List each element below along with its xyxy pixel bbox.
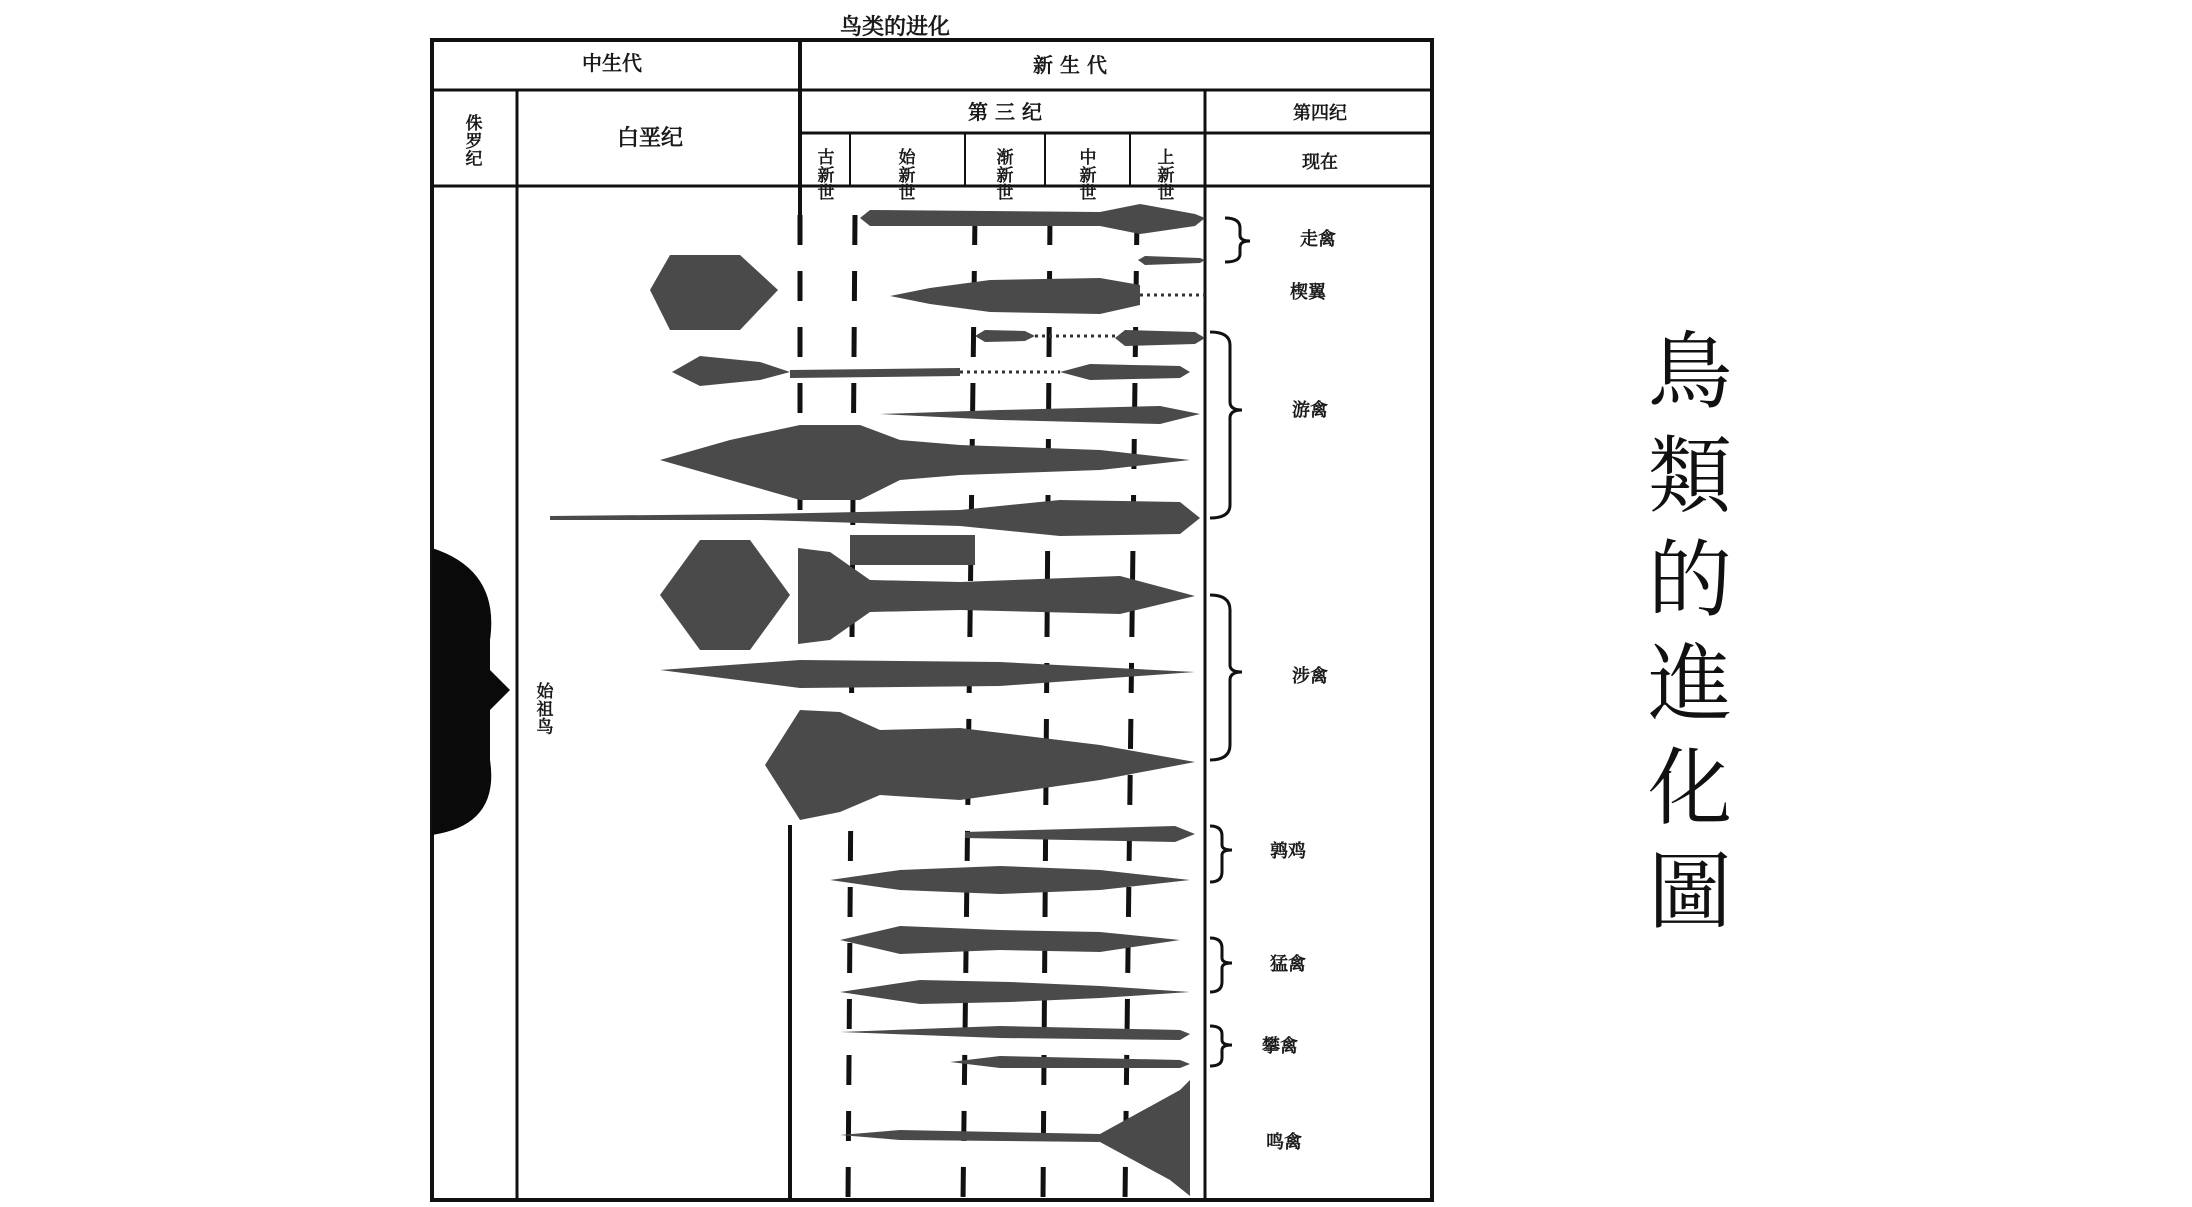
period-jurassic: 侏罗纪	[465, 114, 483, 170]
lineage-swim-1	[975, 330, 1035, 342]
lineage-ratite-1	[860, 204, 1205, 234]
epoch-pliocene: 上新世	[1157, 148, 1175, 204]
era-cenozoic: 新 生 代	[1033, 53, 1107, 77]
epoch-oligocene: 渐新世	[996, 148, 1014, 204]
group-wing: 楔翼	[1290, 282, 1326, 303]
side-title-char: 鳥	[1647, 323, 1732, 421]
lineage-swim-4	[880, 406, 1200, 424]
lineage-galli-1	[965, 826, 1195, 842]
epoch-present: 现在	[1302, 152, 1338, 173]
ancestor-label: 始祖鸟	[536, 682, 554, 738]
period-tertiary: 第 三 纪	[968, 100, 1042, 124]
group-raptors: 猛禽	[1270, 954, 1306, 975]
lineage-wing	[890, 278, 1140, 314]
lineage-swim-long	[550, 500, 1200, 536]
lineage-ratite-2	[1138, 256, 1205, 265]
group-braces	[1210, 218, 1250, 1066]
lineage-climb-1	[840, 1026, 1190, 1040]
side-title-char: 進	[1647, 635, 1732, 733]
lineage-swim-big	[660, 425, 1190, 500]
group-wading: 涉禽	[1292, 666, 1328, 687]
lineage-raptor-2	[840, 980, 1190, 1004]
group-swimming: 游禽	[1292, 400, 1328, 421]
lineage-wade-left	[660, 540, 790, 650]
archaeopteryx-shape	[432, 548, 510, 835]
side-title-char: 化	[1647, 739, 1732, 837]
epoch-eocene: 始新世	[898, 148, 916, 204]
lineage-swim-3c	[1060, 364, 1190, 380]
chart-title: 鸟类的进化	[839, 15, 951, 40]
group-galliformes: 鹑鸡	[1270, 841, 1306, 862]
side-title-char: 的	[1647, 531, 1732, 629]
side-title	[1620, 320, 1760, 944]
period-cretaceous: 白垩纪	[616, 126, 684, 151]
epoch-guides	[800, 215, 1137, 1200]
lineage-rect	[850, 535, 975, 565]
side-title-char: 圖	[1647, 843, 1732, 941]
lineage-song	[840, 1080, 1190, 1196]
lineage-galli-2	[830, 866, 1190, 894]
lineage-swim-2	[1115, 330, 1205, 346]
group-ratites: 走禽	[1300, 229, 1336, 250]
group-climbing: 攀禽	[1262, 1036, 1298, 1057]
lineage-swim-3b	[790, 368, 960, 378]
epoch-paleocene: 古新世	[817, 148, 835, 204]
lineage-climb-2	[950, 1056, 1190, 1068]
lineage-hexagon	[650, 255, 778, 330]
side-title-char: 類	[1647, 427, 1732, 525]
lineage-wade-long	[660, 660, 1195, 688]
lineages	[550, 204, 1205, 1196]
period-quaternary: 第四纪	[1293, 103, 1347, 124]
group-songbirds: 鸣禽	[1266, 1132, 1302, 1153]
lineage-swim-3	[672, 356, 790, 386]
era-mesozoic: 中生代	[582, 51, 642, 75]
epoch-miocene: 中新世	[1079, 148, 1097, 204]
